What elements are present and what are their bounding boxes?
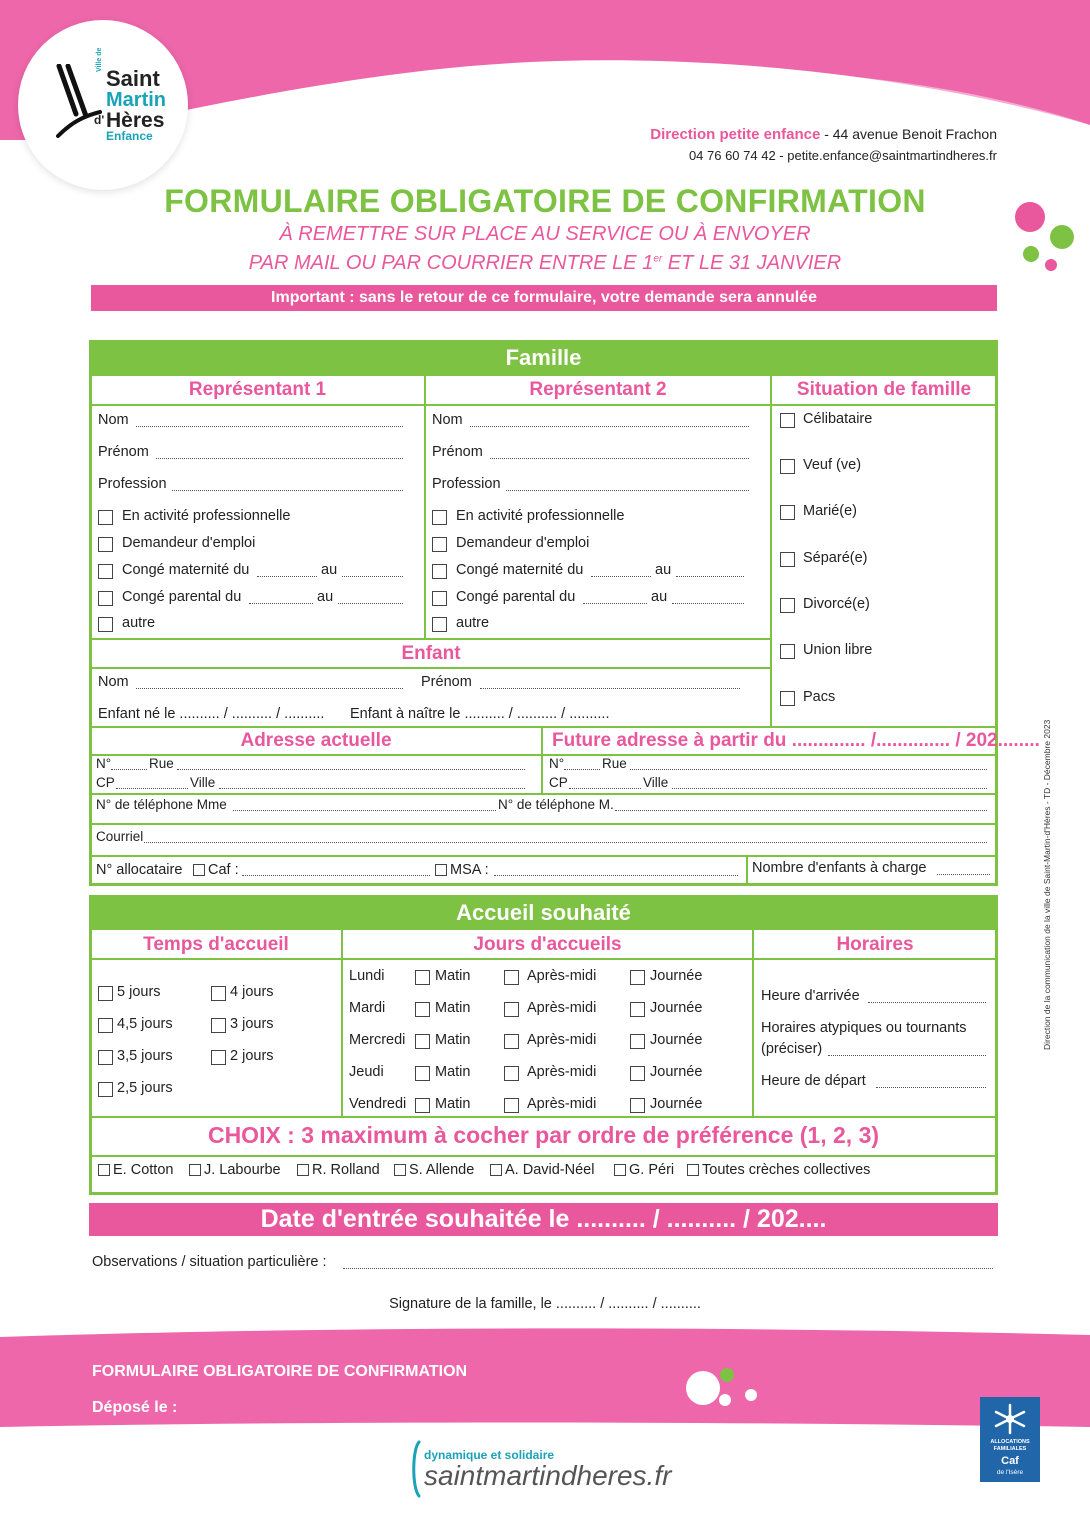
rep2-nom-label: Nom bbox=[432, 412, 463, 428]
divider bbox=[91, 726, 996, 728]
tel-m-label: N° de téléphone M. bbox=[498, 797, 614, 812]
choix-peri-label: G. Péri bbox=[629, 1162, 675, 1178]
day-mardi: Mardi bbox=[349, 1000, 386, 1016]
temps-5-checkbox[interactable] bbox=[98, 986, 113, 1001]
msa-label: MSA : bbox=[450, 862, 489, 878]
future-no-field[interactable] bbox=[564, 769, 600, 770]
rep1-prenom-label: Prénom bbox=[98, 444, 149, 460]
caf-field[interactable] bbox=[242, 875, 430, 876]
footer-depose-label: Déposé le : bbox=[92, 1399, 178, 1416]
actuelle-cp-label: CP bbox=[96, 775, 115, 790]
choix-rolland-label: R. Rolland bbox=[312, 1162, 380, 1178]
divider bbox=[91, 958, 996, 960]
choix-peri-checkbox[interactable] bbox=[614, 1164, 626, 1176]
temps-3-5-label: 3,5 jours bbox=[117, 1048, 173, 1064]
heure-arrivee-label: Heure d'arrivée bbox=[761, 988, 860, 1004]
footer-site: saintmartindheres.fr bbox=[424, 1460, 672, 1491]
courriel-field[interactable] bbox=[144, 842, 987, 843]
rep1-maternite-checkbox[interactable] bbox=[98, 564, 113, 579]
enfant-nom-label: Nom bbox=[98, 674, 129, 690]
actuelle-cp-field[interactable] bbox=[116, 788, 188, 789]
rep1-autre-label: autre bbox=[122, 615, 156, 631]
situation-pacs-label: Pacs bbox=[803, 689, 836, 705]
future-ville-label: Ville bbox=[643, 775, 669, 790]
direction-line bbox=[650, 126, 997, 143]
adresse-actuelle-heading: Adresse actuelle bbox=[240, 730, 392, 751]
rep1-heading: Représentant 1 bbox=[188, 379, 327, 400]
divider bbox=[91, 855, 996, 857]
enfant-prenom-field[interactable] bbox=[480, 688, 740, 689]
lundi-journee-checkbox[interactable] bbox=[630, 970, 645, 985]
actuelle-ville-field[interactable] bbox=[219, 788, 525, 789]
enfant-ne-le[interactable]: Enfant né le .......... / .......... / .......... bbox=[98, 706, 325, 722]
rep2-demandeur-checkbox[interactable] bbox=[432, 537, 447, 552]
future-rue-label: Rue bbox=[602, 756, 627, 771]
vendredi-apres-midi-checkbox[interactable] bbox=[504, 1098, 519, 1113]
day-jeudi: Jeudi bbox=[349, 1064, 384, 1080]
mercredi-journee-checkbox[interactable] bbox=[630, 1034, 645, 1049]
temps-2-checkbox[interactable] bbox=[211, 1050, 226, 1065]
rep2-demandeur-label: Demandeur d'emploi bbox=[456, 535, 590, 551]
choix-labourbe-checkbox[interactable] bbox=[189, 1164, 201, 1176]
footer-form-title: FORMULAIRE OBLIGATOIRE DE CONFIRMATION bbox=[92, 1363, 468, 1380]
heure-depart-label: Heure de départ bbox=[761, 1073, 866, 1089]
jours-heading: Jours d'accueils bbox=[473, 934, 622, 955]
situation-divorce-checkbox[interactable] bbox=[780, 598, 795, 613]
tel-mme-label: N° de téléphone Mme bbox=[96, 797, 227, 812]
lundi-apres-midi-checkbox[interactable] bbox=[504, 970, 519, 985]
divider bbox=[91, 1116, 996, 1118]
enfant-a-naitre[interactable]: Enfant à naître le .......... / .......... / .......... bbox=[350, 706, 610, 722]
caf-checkbox[interactable] bbox=[193, 864, 205, 876]
rep2-profession-field[interactable] bbox=[506, 490, 749, 491]
logo-mark-icon bbox=[54, 64, 104, 144]
rep2-parental-label: Congé parental du bbox=[456, 589, 576, 605]
rep1-parental-checkbox[interactable] bbox=[98, 591, 113, 606]
rep1-parental-au: au bbox=[317, 589, 334, 605]
temps-3-checkbox[interactable] bbox=[211, 1018, 226, 1033]
mercredi-matin-checkbox[interactable] bbox=[415, 1034, 430, 1049]
bracket-icon bbox=[408, 1440, 422, 1498]
direction-name: Direction petite enfance bbox=[650, 126, 821, 143]
divider bbox=[91, 754, 996, 756]
choix-heading: CHOIX : 3 maximum à cocher par ordre de préférence (1, 2, 3) bbox=[207, 1122, 880, 1148]
heure-arrivee-field[interactable] bbox=[868, 1002, 986, 1003]
rep2-activite-checkbox[interactable] bbox=[432, 510, 447, 525]
actuelle-rue-field[interactable] bbox=[177, 769, 525, 770]
rep1-maternite-from[interactable] bbox=[257, 576, 317, 577]
signature-line[interactable]: Signature de la famille, le .......... / .......... / .......... bbox=[389, 1296, 701, 1312]
rep1-parental-to[interactable] bbox=[338, 603, 403, 604]
divider bbox=[91, 1155, 996, 1157]
famille-title: Famille bbox=[89, 340, 998, 376]
horaires-heading: Horaires bbox=[836, 934, 914, 955]
rep1-profession-field[interactable] bbox=[172, 490, 403, 491]
mercredi-apres-midi-checkbox[interactable] bbox=[504, 1034, 519, 1049]
mardi-matin-checkbox[interactable] bbox=[415, 1002, 430, 1017]
rep1-prenom-field[interactable] bbox=[156, 458, 403, 459]
logo-martin: Martin bbox=[106, 89, 166, 111]
rep1-demandeur-label: Demandeur d'emploi bbox=[122, 535, 256, 551]
situation-separe-label: Séparé(e) bbox=[803, 550, 868, 566]
situation-veuf-label: Veuf (ve) bbox=[803, 457, 862, 473]
rep2-prenom-field[interactable] bbox=[490, 458, 749, 459]
contact-line: 04 76 60 74 42 - petite.enfance@saintmartindheres.fr bbox=[688, 148, 997, 163]
caf-text-3: Caf bbox=[1001, 1455, 1019, 1467]
footer-dots-icon bbox=[684, 1362, 764, 1412]
day-vendredi: Vendredi bbox=[349, 1096, 407, 1112]
divider bbox=[752, 930, 754, 1116]
rep1-profession-label: Profession bbox=[98, 476, 167, 492]
logo bbox=[18, 20, 188, 190]
page-title: FORMULAIRE OBLIGATOIRE DE CONFIRMATION bbox=[164, 183, 926, 219]
temps-2-5-checkbox[interactable] bbox=[98, 1082, 113, 1097]
divider bbox=[91, 638, 771, 640]
logo-saint: Saint bbox=[106, 66, 160, 91]
situation-union-libre-label: Union libre bbox=[803, 642, 873, 658]
actuelle-ville-label: Ville bbox=[190, 775, 216, 790]
rep1-nom-field[interactable] bbox=[136, 426, 403, 427]
actuelle-no-field[interactable] bbox=[111, 769, 147, 770]
rep1-activite-checkbox[interactable] bbox=[98, 510, 113, 525]
situation-heading: Situation de famille bbox=[796, 379, 972, 400]
lundi-matin-checkbox[interactable] bbox=[415, 970, 430, 985]
date-entree-banner[interactable]: Date d'entrée souhaitée le .......... / .......... / 202.... bbox=[89, 1203, 998, 1236]
tel-m-field[interactable] bbox=[615, 810, 987, 811]
rep1-maternite-au: au bbox=[321, 562, 338, 578]
divider bbox=[746, 855, 748, 884]
journee-label: Journée bbox=[650, 1096, 703, 1112]
jeudi-matin-checkbox[interactable] bbox=[415, 1066, 430, 1081]
rep1-maternite-to[interactable] bbox=[342, 576, 403, 577]
future-no-label: N° bbox=[549, 756, 565, 771]
journee-label: Journée bbox=[650, 968, 703, 984]
rep2-autre-label: autre bbox=[456, 615, 490, 631]
temps-2-label: 2 jours bbox=[230, 1048, 274, 1064]
divider bbox=[770, 376, 772, 726]
apres-midi-label: Après-midi bbox=[527, 1064, 597, 1080]
mardi-journee-checkbox[interactable] bbox=[630, 1002, 645, 1017]
caf-text-2: FAMILIALES bbox=[993, 1446, 1027, 1452]
rep2-parental-to[interactable] bbox=[672, 603, 744, 604]
future-cp-field[interactable] bbox=[569, 788, 641, 789]
journee-label: Journée bbox=[650, 1000, 703, 1016]
direction-address: - 44 avenue Benoit Frachon bbox=[820, 126, 997, 142]
caf-text-4: de l'Isère bbox=[996, 1469, 1024, 1476]
logo-d: d' bbox=[94, 113, 105, 127]
caf-snowflake-icon bbox=[992, 1402, 1028, 1436]
matin-label: Matin bbox=[435, 1000, 471, 1016]
rep1-nom-label: Nom bbox=[98, 412, 129, 428]
choix-toutes-checkbox[interactable] bbox=[687, 1164, 699, 1176]
journee-label: Journée bbox=[650, 1064, 703, 1080]
choix-allende-label: S. Allende bbox=[409, 1162, 475, 1178]
logo-enfance: Enfance bbox=[106, 129, 153, 143]
choix-rolland-checkbox[interactable] bbox=[297, 1164, 309, 1176]
jeudi-apres-midi-checkbox[interactable] bbox=[504, 1066, 519, 1081]
situation-divorce-label: Divorcé(e) bbox=[803, 596, 870, 612]
day-lundi: Lundi bbox=[349, 968, 385, 984]
rep1-demandeur-checkbox[interactable] bbox=[98, 537, 113, 552]
atypiques-field[interactable] bbox=[828, 1055, 986, 1056]
temps-heading: Temps d'accueil bbox=[143, 934, 289, 955]
heure-depart-field[interactable] bbox=[876, 1087, 986, 1088]
matin-label: Matin bbox=[435, 1032, 471, 1048]
footer-slogan: dynamique et solidaire bbox=[424, 1448, 555, 1462]
atypiques-label: Horaires atypiques ou tournants bbox=[761, 1020, 967, 1036]
temps-4-label: 4 jours bbox=[230, 984, 274, 1000]
rep2-profession-label: Profession bbox=[432, 476, 501, 492]
caf-logo bbox=[980, 1397, 1040, 1482]
tel-mme-field[interactable] bbox=[233, 810, 496, 811]
situation-union-libre-checkbox[interactable] bbox=[780, 644, 795, 659]
rep1-maternite-label: Congé maternité du bbox=[122, 562, 250, 578]
accueil-title: Accueil souhaité bbox=[89, 895, 998, 930]
temps-3-label: 3 jours bbox=[230, 1016, 274, 1032]
caf-text-1: ALLOCATIONS bbox=[990, 1439, 1030, 1445]
mardi-apres-midi-checkbox[interactable] bbox=[504, 1002, 519, 1017]
msa-checkbox[interactable] bbox=[435, 864, 447, 876]
future-cp-label: CP bbox=[549, 775, 568, 790]
temps-4-5-label: 4,5 jours bbox=[117, 1016, 173, 1032]
choix-toutes-label: Toutes crèches collectives bbox=[702, 1162, 871, 1178]
jeudi-journee-checkbox[interactable] bbox=[630, 1066, 645, 1081]
divider bbox=[91, 823, 996, 825]
rep2-maternite-checkbox[interactable] bbox=[432, 564, 447, 579]
situation-separe-checkbox[interactable] bbox=[780, 552, 795, 567]
side-credit: Direction de la communication de la ville de Saint-Martin-d'Hères - TD - Décembre 2023 bbox=[1042, 719, 1052, 1050]
future-adresse-heading[interactable]: Future adresse à partir du .............. /.............. / 202........ bbox=[552, 730, 1040, 751]
rep2-activite-label: En activité professionnelle bbox=[456, 508, 625, 524]
temps-5-label: 5 jours bbox=[117, 984, 161, 1000]
divider bbox=[541, 726, 543, 794]
rep2-nom-field[interactable] bbox=[470, 426, 749, 427]
enfant-nom-field[interactable] bbox=[136, 688, 403, 689]
situation-pacs-checkbox[interactable] bbox=[780, 691, 795, 706]
choix-cotton-checkbox[interactable] bbox=[98, 1164, 110, 1176]
rep1-parental-label: Congé parental du bbox=[122, 589, 242, 605]
situation-marie-checkbox[interactable] bbox=[780, 505, 795, 520]
situation-celibataire-checkbox[interactable] bbox=[780, 413, 795, 428]
nb-enfants-label: Nombre d'enfants à charge bbox=[752, 860, 927, 876]
matin-label: Matin bbox=[435, 1096, 471, 1112]
nb-enfants-field[interactable] bbox=[937, 874, 990, 875]
important-banner: Important : sans le retour de ce formulaire, votre demande sera annulée bbox=[91, 285, 997, 311]
temps-4-checkbox[interactable] bbox=[211, 986, 226, 1001]
situation-marie-label: Marié(e) bbox=[803, 503, 857, 519]
apres-midi-label: Après-midi bbox=[527, 1096, 597, 1112]
divider bbox=[91, 667, 771, 669]
actuelle-no-label: N° bbox=[96, 756, 112, 771]
choix-david-neel-checkbox[interactable] bbox=[490, 1164, 502, 1176]
subtitle-line1: À REMETTRE SUR PLACE AU SERVICE OU À ENVOYER bbox=[279, 223, 811, 245]
caf-label: Caf : bbox=[208, 862, 239, 878]
temps-3-5-checkbox[interactable] bbox=[98, 1050, 113, 1065]
vendredi-matin-checkbox[interactable] bbox=[415, 1098, 430, 1113]
future-ville-field[interactable] bbox=[672, 788, 987, 789]
situation-celibataire-label: Célibataire bbox=[803, 411, 873, 427]
day-mercredi: Mercredi bbox=[349, 1032, 406, 1048]
divider bbox=[91, 404, 996, 406]
rep2-parental-checkbox[interactable] bbox=[432, 591, 447, 606]
choix-david-neel-label: A. David-Néel bbox=[505, 1162, 595, 1178]
matin-label: Matin bbox=[435, 968, 471, 984]
rep1-autre-checkbox[interactable] bbox=[98, 617, 113, 632]
observations-field[interactable] bbox=[343, 1268, 993, 1269]
rep2-parental-au: au bbox=[651, 589, 668, 605]
allocataire-label: N° allocataire bbox=[96, 862, 183, 878]
apres-midi-label: Après-midi bbox=[527, 1032, 597, 1048]
vendredi-journee-checkbox[interactable] bbox=[630, 1098, 645, 1113]
preciser-label: (préciser) bbox=[761, 1041, 823, 1057]
journee-label: Journée bbox=[650, 1032, 703, 1048]
courriel-label: Courriel bbox=[96, 829, 144, 844]
rep2-prenom-label: Prénom bbox=[432, 444, 483, 460]
rep1-parental-from[interactable] bbox=[249, 603, 313, 604]
observations-label: Observations / situation particulière : bbox=[92, 1254, 327, 1270]
situation-veuf-checkbox[interactable] bbox=[780, 459, 795, 474]
rep2-maternite-to[interactable] bbox=[676, 576, 744, 577]
actuelle-rue-label: Rue bbox=[149, 756, 174, 771]
enfant-heading: Enfant bbox=[401, 643, 461, 664]
rep2-autre-checkbox[interactable] bbox=[432, 617, 447, 632]
matin-label: Matin bbox=[435, 1064, 471, 1080]
rep2-heading: Représentant 2 bbox=[529, 379, 667, 400]
future-rue-field[interactable] bbox=[630, 769, 987, 770]
rep2-maternite-au: au bbox=[655, 562, 672, 578]
choix-cotton-label: E. Cotton bbox=[113, 1162, 174, 1178]
choix-allende-checkbox[interactable] bbox=[394, 1164, 406, 1176]
temps-2-5-label: 2,5 jours bbox=[117, 1080, 173, 1096]
msa-field[interactable] bbox=[494, 875, 738, 876]
divider bbox=[424, 376, 426, 638]
rep1-activite-label: En activité professionnelle bbox=[122, 508, 291, 524]
rep2-maternite-from[interactable] bbox=[591, 576, 651, 577]
temps-4-5-checkbox[interactable] bbox=[98, 1018, 113, 1033]
choix-labourbe-label: J. Labourbe bbox=[204, 1162, 281, 1178]
enfant-prenom-label: Prénom bbox=[421, 674, 472, 690]
divider bbox=[341, 930, 343, 1116]
apres-midi-label: Après-midi bbox=[527, 1000, 597, 1016]
logo-heres: Hères bbox=[106, 109, 165, 132]
divider bbox=[91, 793, 996, 795]
rep2-maternite-label: Congé maternité du bbox=[456, 562, 584, 578]
rep2-parental-from[interactable] bbox=[583, 603, 647, 604]
logo-ville-de: Ville de bbox=[96, 47, 103, 72]
subtitle-line2: PAR MAIL OU PAR COURRIER ENTRE LE 1er ET LE 31 JANVIER bbox=[248, 252, 842, 274]
apres-midi-label: Après-midi bbox=[527, 968, 597, 984]
